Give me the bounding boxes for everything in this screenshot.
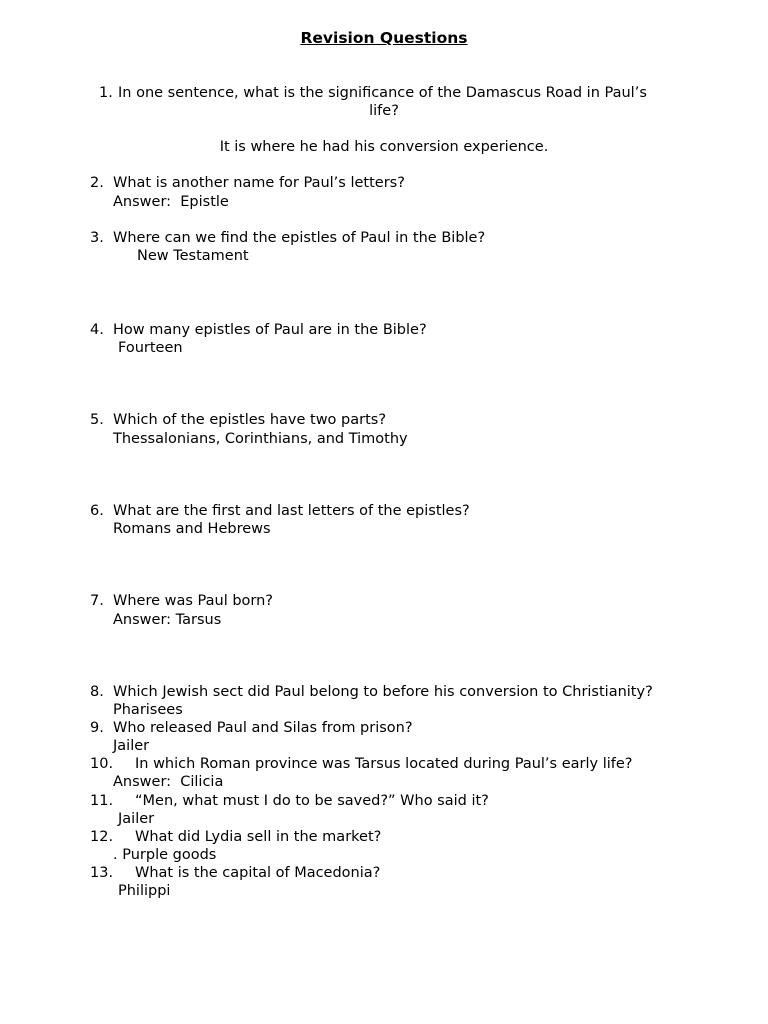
answer-text: Thessalonians, Corinthians, and Timothy: [113, 431, 408, 447]
question-number: 7.: [90, 593, 104, 609]
answer-text: Philippi: [118, 883, 171, 899]
answer-text: Answer: Epistle: [113, 194, 229, 210]
answer-text: Jailer: [113, 738, 150, 754]
answer-text: Romans and Hebrews: [113, 521, 271, 537]
question-text: How many epistles of Paul are in the Bible?: [113, 322, 427, 338]
question-text: Who released Paul and Silas from prison?: [113, 720, 413, 736]
question-number: 13.: [90, 865, 114, 881]
question-text: What are the first and last letters of the epistles?: [113, 503, 470, 519]
question-number: 9.: [90, 720, 104, 736]
answer-text: Fourteen: [118, 340, 183, 356]
question-number: 10.: [90, 756, 114, 772]
question-text: In one sentence, what is the significance of the Damascus Road in Paul’s: [118, 85, 647, 101]
question-number: 4.: [90, 322, 104, 338]
question-number: 2.: [90, 175, 104, 191]
question-text: Which Jewish sect did Paul belong to before his conversion to Christianity?: [113, 684, 653, 700]
question-text: life?: [369, 103, 399, 119]
question-text: What is the capital of Macedonia?: [135, 865, 381, 881]
question-text: “Men, what must I do to be saved?” Who said it?: [135, 793, 489, 809]
question-text: What did Lydia sell in the market?: [135, 829, 382, 845]
question-text: Where can we find the epistles of Paul in the Bible?: [113, 230, 486, 246]
question-number: 8.: [90, 684, 104, 700]
page-title: Revision Questions: [300, 29, 468, 47]
question-number: 3.: [90, 230, 104, 246]
question-number: 1.: [99, 85, 113, 101]
question-text: Where was Paul born?: [113, 593, 274, 609]
question-text: What is another name for Paul’s letters?: [113, 175, 405, 191]
question-text: Which of the epistles have two parts?: [113, 412, 387, 428]
question-text: In which Roman province was Tarsus located during Paul’s early life?: [135, 756, 633, 772]
answer-text: Answer: Cilicia: [113, 774, 224, 790]
question-number: 6.: [90, 503, 104, 519]
answer-text: New Testament: [137, 248, 249, 264]
answer-text: Pharisees: [113, 702, 183, 718]
answer-text: Jailer: [118, 811, 155, 827]
question-number: 5.: [90, 412, 104, 428]
question-number: 12.: [90, 829, 114, 845]
question-number: 11.: [90, 793, 114, 809]
answer-text: It is where he had his conversion experience.: [219, 139, 549, 155]
answer-text: . Purple goods: [113, 847, 217, 863]
answer-text: Answer: Tarsus: [113, 612, 222, 628]
